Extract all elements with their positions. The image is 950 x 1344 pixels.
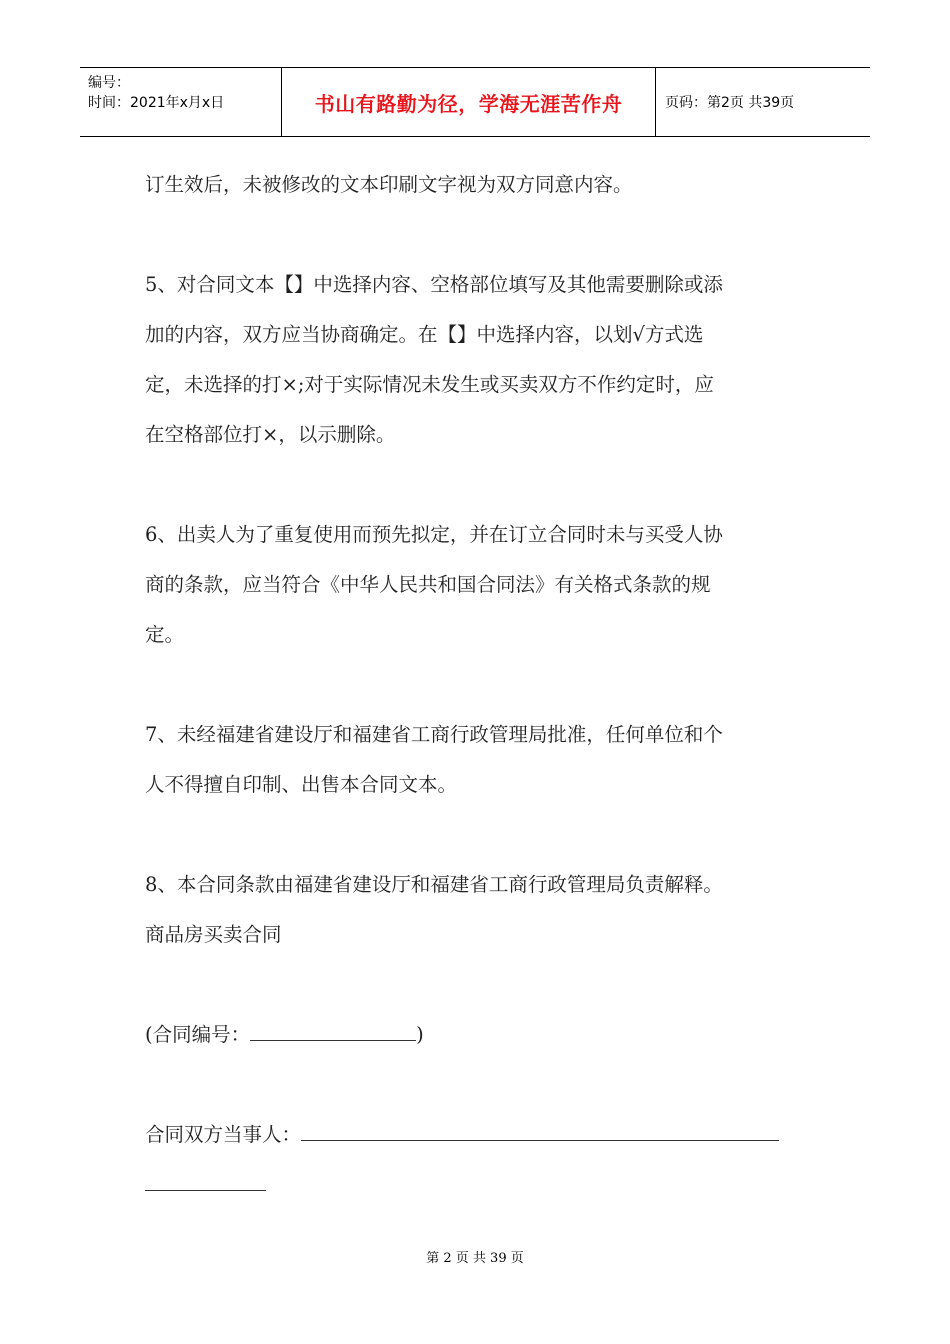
contract-number-field[interactable]: [250, 1020, 416, 1041]
clause-5-line-1: 5、对合同文本【】中选择内容、空格部位填写及其他需要删除或添: [145, 273, 723, 296]
document-number-label: 编号：: [88, 75, 130, 91]
clause-5-line-4: 在空格部位打×，以示删除。: [145, 423, 396, 446]
contract-title: 商品房买卖合同: [145, 923, 282, 946]
document-body: [145, 160, 810, 1210]
header-motto-cell: [281, 68, 656, 136]
document-time-label: 时间：2021年x月x日: [88, 95, 225, 111]
contract-number-row: [145, 1010, 810, 1060]
clause-7-line-1: 7、未经福建省建设厅和福建省工商行政管理局批准，任何单位和个: [145, 723, 723, 746]
contract-number-label: (合同编号：: [145, 1023, 251, 1046]
paragraph-continuation: 订生效后，未被修改的文本印刷文字视为双方同意内容。: [145, 173, 633, 196]
header-page-cell: [655, 68, 870, 136]
page-header: [80, 67, 870, 137]
header-left-cell: [80, 68, 281, 136]
clause-6-line-3: 定。: [145, 623, 185, 646]
clause-6-line-1: 6、出卖人为了重复使用而预先拟定，并在订立合同时未与买受人协: [145, 523, 723, 546]
contract-number-close: ): [416, 1023, 424, 1046]
clause-5-line-3: 定，未选择的打×;对于实际情况未发生或买卖双方不作约定时，应: [145, 373, 714, 396]
parties-label: 合同双方当事人：: [145, 1123, 302, 1146]
parties-row: [145, 1110, 810, 1160]
header-page-code: 页码：第2页 共39页: [665, 95, 795, 111]
page-footer: 第 2 页 共 39 页: [426, 1251, 524, 1266]
clause-6-line-2: 商的条款，应当符合《中华人民共和国合同法》有关格式条款的规: [145, 573, 711, 596]
clause-8: 8、本合同条款由福建省建设厅和福建省工商行政管理局负责解释。: [145, 873, 723, 896]
clause-5-line-2: 加的内容，双方应当协商确定。在【】中选择内容，以划√方式选: [145, 323, 704, 346]
parties-field[interactable]: [301, 1120, 779, 1141]
header-motto: 书山有路勤为径，学海无涯苦作舟: [314, 91, 623, 116]
parties-row-continued: [145, 1160, 810, 1210]
clause-7-line-2: 人不得擅自印制、出售本合同文本。: [145, 773, 458, 796]
parties-field-continued[interactable]: [145, 1170, 266, 1191]
